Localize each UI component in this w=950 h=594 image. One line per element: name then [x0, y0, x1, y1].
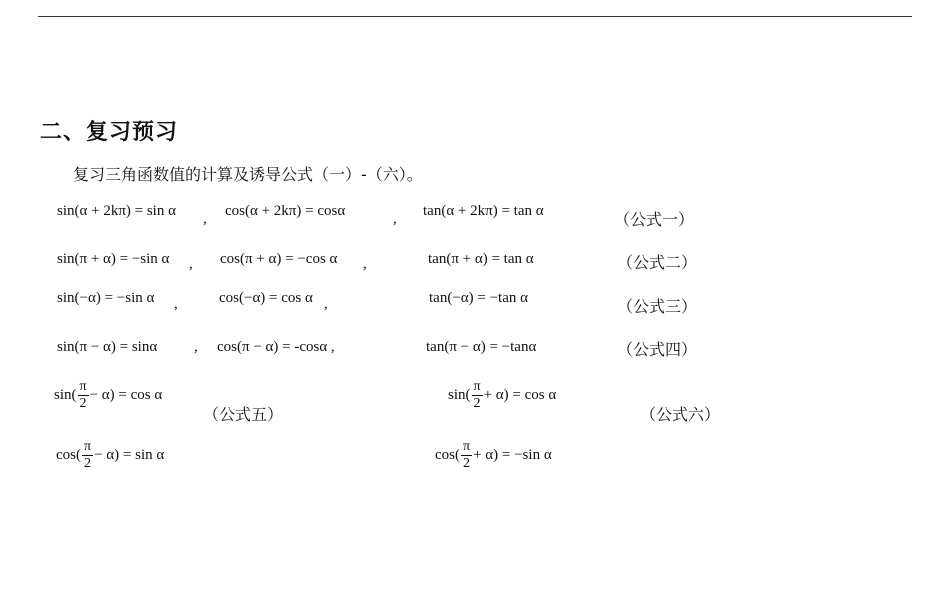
formula-label-6: （公式六） — [640, 405, 721, 424]
fraction-numerator: π — [84, 439, 92, 454]
comma: , — [174, 296, 178, 312]
fraction-denominator: 2 — [463, 456, 471, 471]
formula-2-sin: sin(π + α) = −sin α — [57, 251, 170, 267]
formula-1-sin: sin(α + 2kπ) = sin α — [57, 203, 176, 219]
formula-3-cos: cos(−α) = cos α — [219, 290, 313, 306]
fraction-numerator: π — [79, 379, 87, 394]
formula-3-sin: sin(−α) = −sin α — [57, 290, 155, 306]
formula-6-cos — [435, 440, 552, 471]
formula-5-cos-pre: cos( — [56, 446, 81, 463]
intro-text: 复习三角函数值的计算及诱导公式（一）-（六）。 — [73, 165, 423, 184]
formula-6-sin — [448, 380, 556, 411]
formula-label-5: （公式五） — [203, 405, 284, 424]
formula-4-sin: sin(π − α) = sinα — [57, 339, 158, 355]
formula-6-sin-pre: sin( — [448, 386, 471, 403]
formula-5-cos-post: − α) = sin α — [94, 446, 165, 463]
formula-5-sin-pre: sin( — [54, 386, 77, 403]
formula-1-tan: tan(α + 2kπ) = tan α — [423, 203, 544, 219]
comma: , — [194, 339, 198, 355]
fraction-pi-over-2 — [78, 380, 89, 411]
fraction-numerator: π — [473, 379, 481, 394]
formula-label-1: （公式一） — [614, 210, 695, 229]
comma: , — [363, 256, 367, 272]
formula-6-cos-pre: cos( — [435, 446, 460, 463]
formula-4-tan: tan(π − α) = −tanα — [426, 339, 537, 355]
fraction-numerator: π — [463, 439, 471, 454]
formula-label-4: （公式四） — [617, 340, 698, 359]
formula-4-cos: cos(π − α) = -cosα , — [217, 339, 335, 355]
formula-5-cos — [56, 440, 164, 471]
comma: , — [324, 296, 328, 312]
section-heading: 二、复习预习 — [40, 120, 179, 145]
fraction-pi-over-2 — [461, 440, 472, 471]
formula-1-cos: cos(α + 2kπ) = cosα — [225, 203, 346, 219]
fraction-pi-over-2 — [82, 440, 93, 471]
comma: , — [189, 256, 193, 272]
formula-5-sin — [54, 380, 162, 411]
formula-label-3: （公式三） — [617, 297, 698, 316]
header-rule — [38, 16, 912, 17]
formula-6-sin-post: + α) = cos α — [483, 386, 557, 403]
comma: , — [203, 211, 207, 227]
fraction-denominator: 2 — [473, 396, 481, 411]
formula-2-tan: tan(π + α) = tan α — [428, 251, 534, 267]
fraction-denominator: 2 — [84, 456, 92, 471]
comma: , — [393, 211, 397, 227]
formula-3-tan: tan(−α) = −tan α — [429, 290, 528, 306]
formula-2-cos: cos(π + α) = −cos α — [220, 251, 338, 267]
fraction-pi-over-2 — [472, 380, 483, 411]
fraction-denominator: 2 — [79, 396, 87, 411]
formula-label-2: （公式二） — [617, 253, 698, 272]
formula-6-cos-post: + α) = −sin α — [473, 446, 552, 463]
formula-5-sin-post: − α) = cos α — [89, 386, 163, 403]
